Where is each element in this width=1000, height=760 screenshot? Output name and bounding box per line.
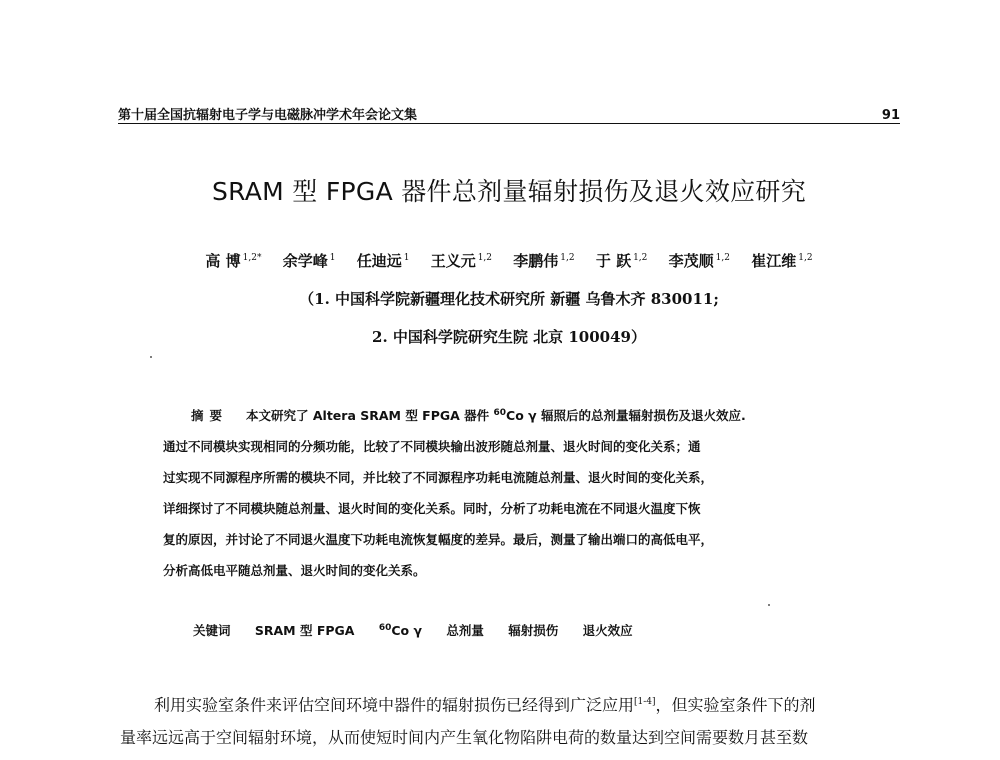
scan-speck — [768, 604, 770, 606]
author: 任迪远 $^1$ — [356, 252, 410, 270]
author: 崔江维 $^{1,2}$ — [751, 252, 813, 270]
page-number: 91 — [881, 108, 900, 123]
abstract-line: 复的原因，并讨论了不同退火温度下功耗电流恢复幅度的差异。最后，测量了输出端口的高低电平， — [163, 532, 714, 548]
author-list — [118, 250, 900, 271]
keywords — [193, 621, 653, 639]
keyword: SRAM 型 FPGA — [254, 623, 355, 638]
abstract-label: 摘要 — [191, 408, 229, 424]
header-rule — [118, 123, 900, 124]
author: 王义元 $^{1,2}$ — [430, 252, 493, 270]
keyword: 总剂量 — [446, 623, 484, 638]
body-line: 利用实验室条件来评估空间环境中器件的辐射损伤已经得到广泛应用[1-4]，但实验室条件下的剂 — [154, 695, 816, 715]
paper-title: SRAM 型 FPGA 器件总剂量辐射损伤及退火效应研究 — [211, 177, 807, 206]
author: 余学峰 $^1$ — [282, 252, 336, 270]
citation: [1-4] — [634, 697, 656, 707]
author: 于 跃 $^{1,2}$ — [595, 252, 648, 270]
affiliation-2: 2. 中国科学院研究生院 北京 100049） — [372, 328, 646, 346]
keywords-label: 关键词 — [193, 623, 231, 638]
author: 李鹏伟 $^{1,2}$ — [513, 252, 575, 270]
body-text — [120, 686, 910, 754]
abstract-line: 分析高低电平随总剂量、退火时间的变化关系。 — [163, 563, 426, 579]
scan-speck — [150, 356, 152, 358]
running-head — [118, 104, 900, 123]
body-line: 量率远远高于空间辐射环境，从而使短时间内产生氧化物陷阱电荷的数量达到空间需要数月甚至数 — [120, 728, 809, 748]
author: 李茂顺 $^{1,2}$ — [668, 252, 730, 270]
abstract-line: 过实现不同源程序所需的模块不同，并比较了不同源程序功耗电流随总剂量、退火时间的变化关系， — [163, 470, 714, 486]
keyword: 退火效应 — [582, 623, 633, 638]
affiliation-1: （1. 中国科学院新疆理化技术研究所 新疆 乌鲁木齐 830011; — [299, 290, 719, 308]
abstract-line: 通过不同模块实现相同的分频功能，比较了不同模块输出波形随总剂量、退火时间的变化关系；通 — [163, 439, 701, 455]
keyword: 辐射损伤 — [508, 623, 559, 638]
abstract-line: 摘要 本文研究了 Altera SRAM 型 FPGA 器件 $^{60}$Co γ 辐照后的总剂量辐射损伤及退火效应. — [191, 408, 746, 424]
abstract-line: 详细探讨了不同模块随总剂量、退火时间的变化关系。同时，分析了功耗电流在不同退火温度下恢 — [163, 501, 701, 517]
author: 高 博 $^{1,2*}$ — [205, 252, 262, 270]
keyword: $^{60}$Co γ — [378, 622, 422, 638]
journal-name: 第十届全国抗辐射电子学与电磁脉冲学术年会论文集 — [118, 108, 418, 123]
abstract — [163, 398, 853, 586]
